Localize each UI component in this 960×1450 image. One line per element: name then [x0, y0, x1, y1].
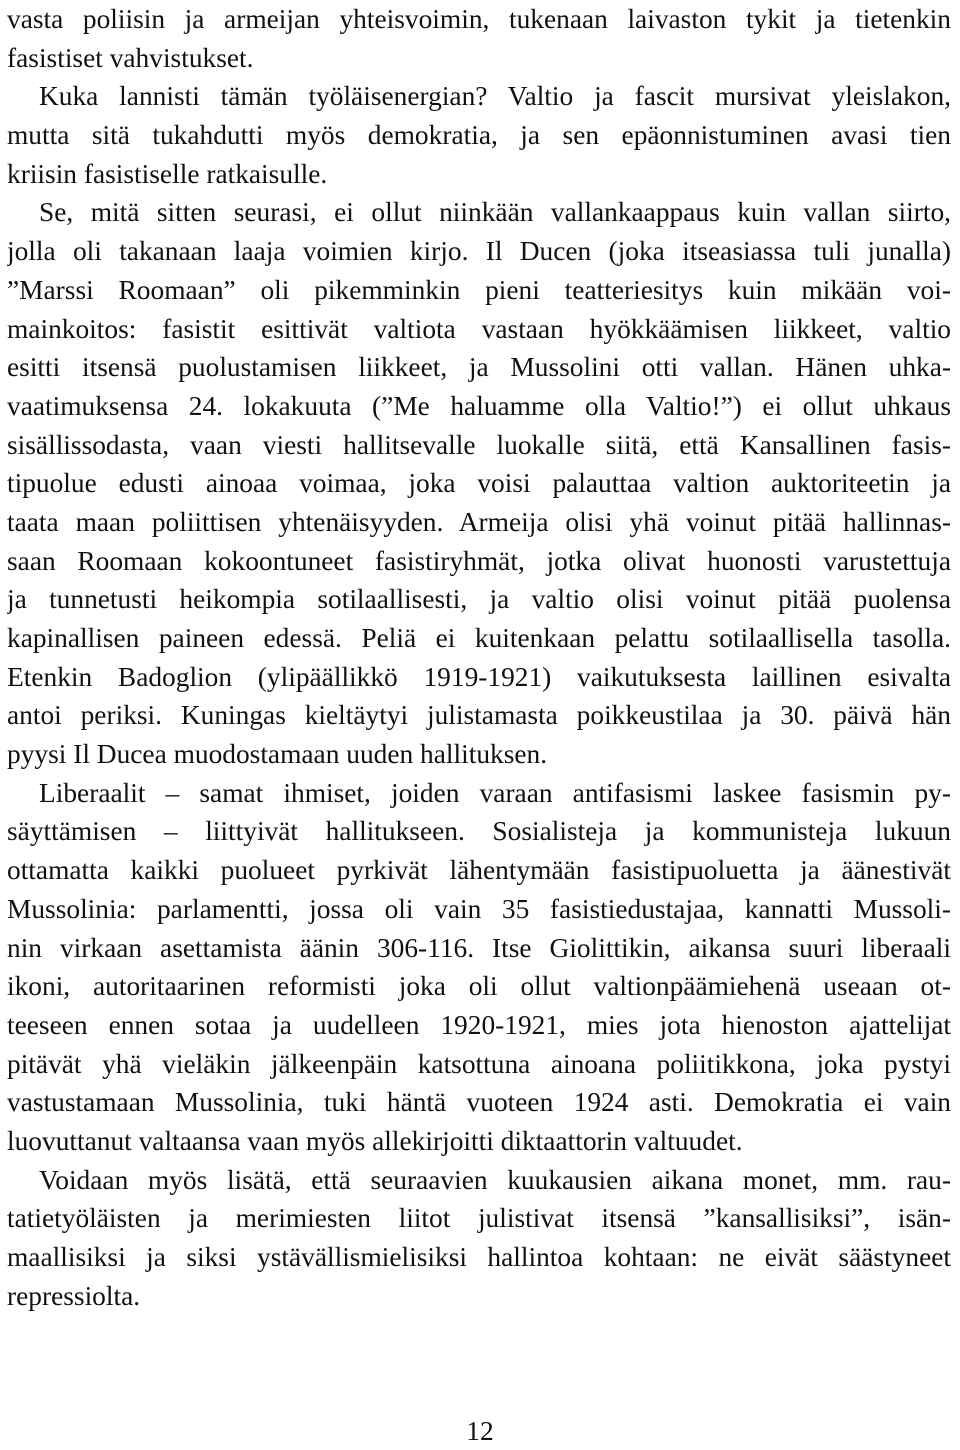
text-line: mutta sitä tukahdutti myös demokratia, ja sen epäonnistuminen avasi tien	[7, 120, 951, 151]
text-line: pitävät yhä vieläkin jälkeenpäin katsottuna ainoana poliitikkona, joka pystyi	[7, 1048, 951, 1079]
text-line: Se, mitä sitten seurasi, ei ollut niinkään vallankaappaus kuin vallan siirto,	[39, 197, 951, 228]
text-line: Voidaan myös lisätä, että seuraavien kuukausien aikana monet, mm. rau-	[39, 1164, 951, 1195]
text-line: esitti itsensä puolustamisen liikkeet, ja Mussolini otti vallan. Hänen uhka-	[7, 352, 951, 383]
text-line: säyttämisen – liittyivät hallitukseen. Sosialisteja ja kommunisteja lukuun	[7, 816, 951, 847]
text-line: maallisiksi ja siksi ystävällismielisiksi hallintoa kohtaan: ne eivät säästyneet	[7, 1242, 951, 1272]
text-line: saan Roomaan kokoontuneet fasistiryhmät, jotka olivat huonosti varustettuja	[7, 545, 951, 576]
page-number: 12	[466, 1416, 494, 1446]
text-line: luovuttanut valtaansa vaan myös allekirjoitti diktaattorin valtuudet.	[7, 1125, 743, 1156]
text-line: Mussolinia: parlamentti, jossa oli vain 35 fasistiedustajaa, kannatti Mussoli-	[7, 893, 951, 924]
text-line: pyysi Il Ducea muodostamaan uuden hallituksen.	[7, 739, 548, 770]
text-line: ja tunnetusti heikompia sotilaallisesti, ja valtio olisi voinut pitää puolensa	[7, 584, 951, 615]
text-line: Liberaalit – samat ihmiset, joiden varaan antifasismi laskee fasismin py-	[39, 777, 951, 808]
text-line: tatietyöläisten ja merimiesten liitot julistivat itsensä ”kansallisiksi”, isän-	[7, 1203, 951, 1234]
text-line: sisällissodasta, vaan viesti hallitsevalle luokalle siitä, että Kansallinen fasis-	[7, 429, 951, 460]
document-body	[7, 0, 951, 1315]
text-line: ”Marssi Roomaan” oli pikemminkin pieni teatteriesitys kuin mikään voi-	[7, 274, 951, 305]
text-line: fasistiset vahvistukset.	[7, 42, 254, 73]
text-line: Kuka lannisti tämän työläisenergian? Valtio ja fascit mursivat yleislakon,	[39, 81, 951, 112]
text-line: ikoni, autoritaarinen reformisti joka oli ollut valtionpäämiehenä useaan ot-	[7, 971, 951, 1002]
text-line: taata maan poliittisen yhtenäisyyden. Armeija olisi yhä voinut pitää hallinnas-	[7, 506, 951, 537]
text-line: repressiolta.	[7, 1280, 141, 1311]
text-line: kapinallisen paineen edessä. Peliä ei kuitenkaan pelattu sotilaallisella tasolla.	[7, 623, 951, 653]
text-line: vaatimuksensa 24. lokakuuta (”Me haluamme olla Valtio!”) ei ollut uhkaus	[7, 390, 951, 421]
text-line: nin virkaan asettamista äänin 306-116. Itse Giolittikin, aikansa suuri liberaali	[7, 932, 951, 963]
text-line: vastustamaan Mussolinia, tuki häntä vuoteen 1924 asti. Demokratia ei vain	[7, 1087, 951, 1118]
text-line: ottamatta kaikki puolueet pyrkivät lähentymään fasistipuoluetta ja äänestivät	[7, 855, 951, 886]
text-line: vasta poliisin ja armeijan yhteisvoimin, tukenaan laivaston tykit ja tietenkin	[7, 4, 951, 34]
text-line: teeseen ennen sotaa ja uudelleen 1920-1921, mies jota hienoston ajattelijat	[7, 1009, 951, 1040]
text-line: kriisin fasistiselle ratkaisulle.	[7, 158, 328, 189]
text-line: mainkoitos: fasistit esittivät valtiota vastaan hyökkäämisen liikkeet, valtio	[7, 313, 951, 344]
text-line: tipuolue edusti ainoaa voimaa, joka voisi palauttaa valtion auktoriteetin ja	[7, 468, 951, 499]
text-line: Etenkin Badoglion (ylipäällikkö 1919-1921) vaikutuksesta laillinen esivalta	[7, 661, 951, 692]
text-line: jolla oli takanaan laaja voimien kirjo. Il Ducen (joka itseasiassa tuli junalla)	[7, 236, 951, 267]
text-line: antoi periksi. Kuningas kieltäytyi julistamasta poikkeustilaa ja 30. päivä hän	[7, 700, 951, 731]
